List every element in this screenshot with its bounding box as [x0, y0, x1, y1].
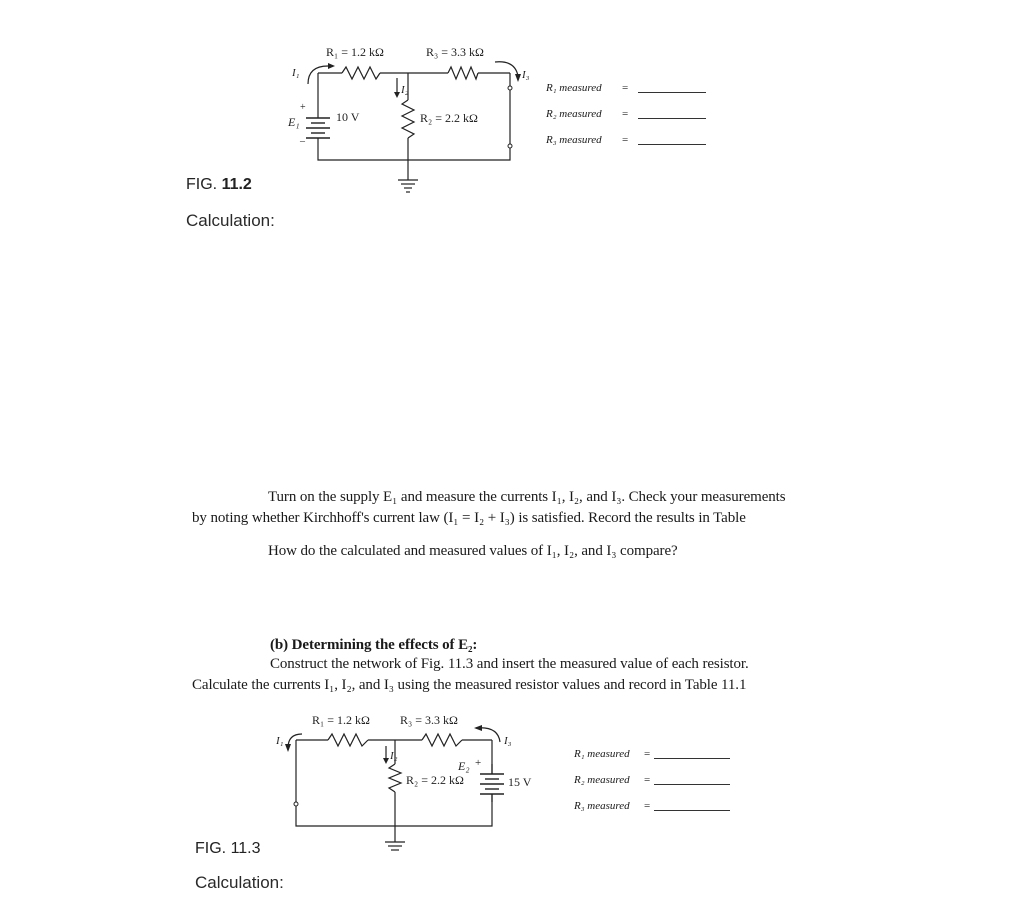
i1-label: I₁ [292, 67, 300, 79]
fig-caption-prefix: FIG. [186, 176, 218, 193]
calculation-heading-1: Calculation: [186, 211, 275, 230]
r2-label: R₂ = 2.2 kΩ [420, 111, 478, 125]
source-value: 15 V [508, 775, 532, 789]
measured-label: R₃ measured [574, 800, 630, 812]
part-b-heading: (b) Determining the effects of E₂: [270, 637, 478, 653]
plus-sign: + [300, 102, 306, 113]
blank-line[interactable] [638, 144, 706, 145]
calculation-heading-2: Calculation: [195, 873, 284, 892]
blank-line[interactable] [654, 784, 730, 785]
r3-label: R₃ = 3.3 kΩ [426, 45, 484, 59]
i1-label: I₁ [276, 735, 284, 747]
source-value: 10 V [336, 110, 360, 124]
measured-label: R₂ measured [546, 108, 602, 120]
fig-11-3-caption [195, 840, 261, 858]
i3-label: I₃ [504, 735, 512, 747]
measured-row [574, 748, 744, 774]
equals-sign: = [644, 774, 651, 786]
fig-11-3-circuit [250, 704, 550, 864]
measured-row [574, 774, 744, 800]
blank-line[interactable] [638, 92, 706, 93]
measured-row [546, 134, 716, 160]
r1-label: R₁ = 1.2 kΩ [326, 45, 384, 59]
fig-caption-prefix: FIG. [195, 840, 227, 857]
equals-sign: = [644, 748, 651, 760]
part-b-line-1: Construct the network of Fig. 11.3 and insert the measured value of each resistor. [270, 656, 749, 672]
e1-label: E₁ [288, 115, 300, 129]
part-a-line-2: by noting whether Kirchhoff's current law (I₁ = I₂ + I₃) is satisfied. Record the results in Table [192, 510, 746, 526]
fig-11-2-measured-list [546, 82, 716, 160]
measured-label: R₁ measured [546, 82, 602, 94]
r3-label: R₃ = 3.3 kΩ [400, 713, 458, 727]
part-a-line-1: Turn on the supply E₁ and measure the currents I₁, I₂, and I₃. Check your measurements [268, 489, 786, 505]
equals-sign: = [622, 82, 629, 94]
fig-caption-number: 11.2 [221, 176, 252, 193]
equals-sign: = [622, 134, 629, 146]
blank-line[interactable] [654, 810, 730, 811]
measured-row [546, 82, 716, 108]
fig-11-3-measured-list [574, 748, 744, 826]
measured-row [546, 108, 716, 134]
e2-label: E₂ [458, 759, 470, 773]
r1-label: R₁ = 1.2 kΩ [312, 713, 370, 727]
measured-label: R₁ measured [574, 748, 630, 760]
fig-caption-number: 11.3 [230, 840, 261, 857]
plus-sign: + [475, 757, 482, 769]
equals-sign: = [622, 108, 629, 120]
blank-line[interactable] [654, 758, 730, 759]
part-a-question: How do the calculated and measured values of I₁, I₂, and I₃ compare? [268, 543, 678, 559]
i2-label: I₂ [390, 750, 398, 762]
part-b-line-2: Calculate the currents I₁, I₂, and I₃ using the measured resistor values and record in Table 11.1 [192, 677, 747, 693]
measured-label: R₂ measured [574, 774, 630, 786]
minus-sign: – [300, 136, 305, 147]
blank-line[interactable] [638, 118, 706, 119]
i3-label: I₃ [522, 69, 530, 81]
fig-11-2-caption [186, 176, 252, 194]
i2-label: I₂ [401, 84, 409, 96]
r2-label: R₂ = 2.2 kΩ [406, 773, 464, 787]
measured-row [574, 800, 744, 826]
measured-label: R₃ measured [546, 134, 602, 146]
equals-sign: = [644, 800, 651, 812]
